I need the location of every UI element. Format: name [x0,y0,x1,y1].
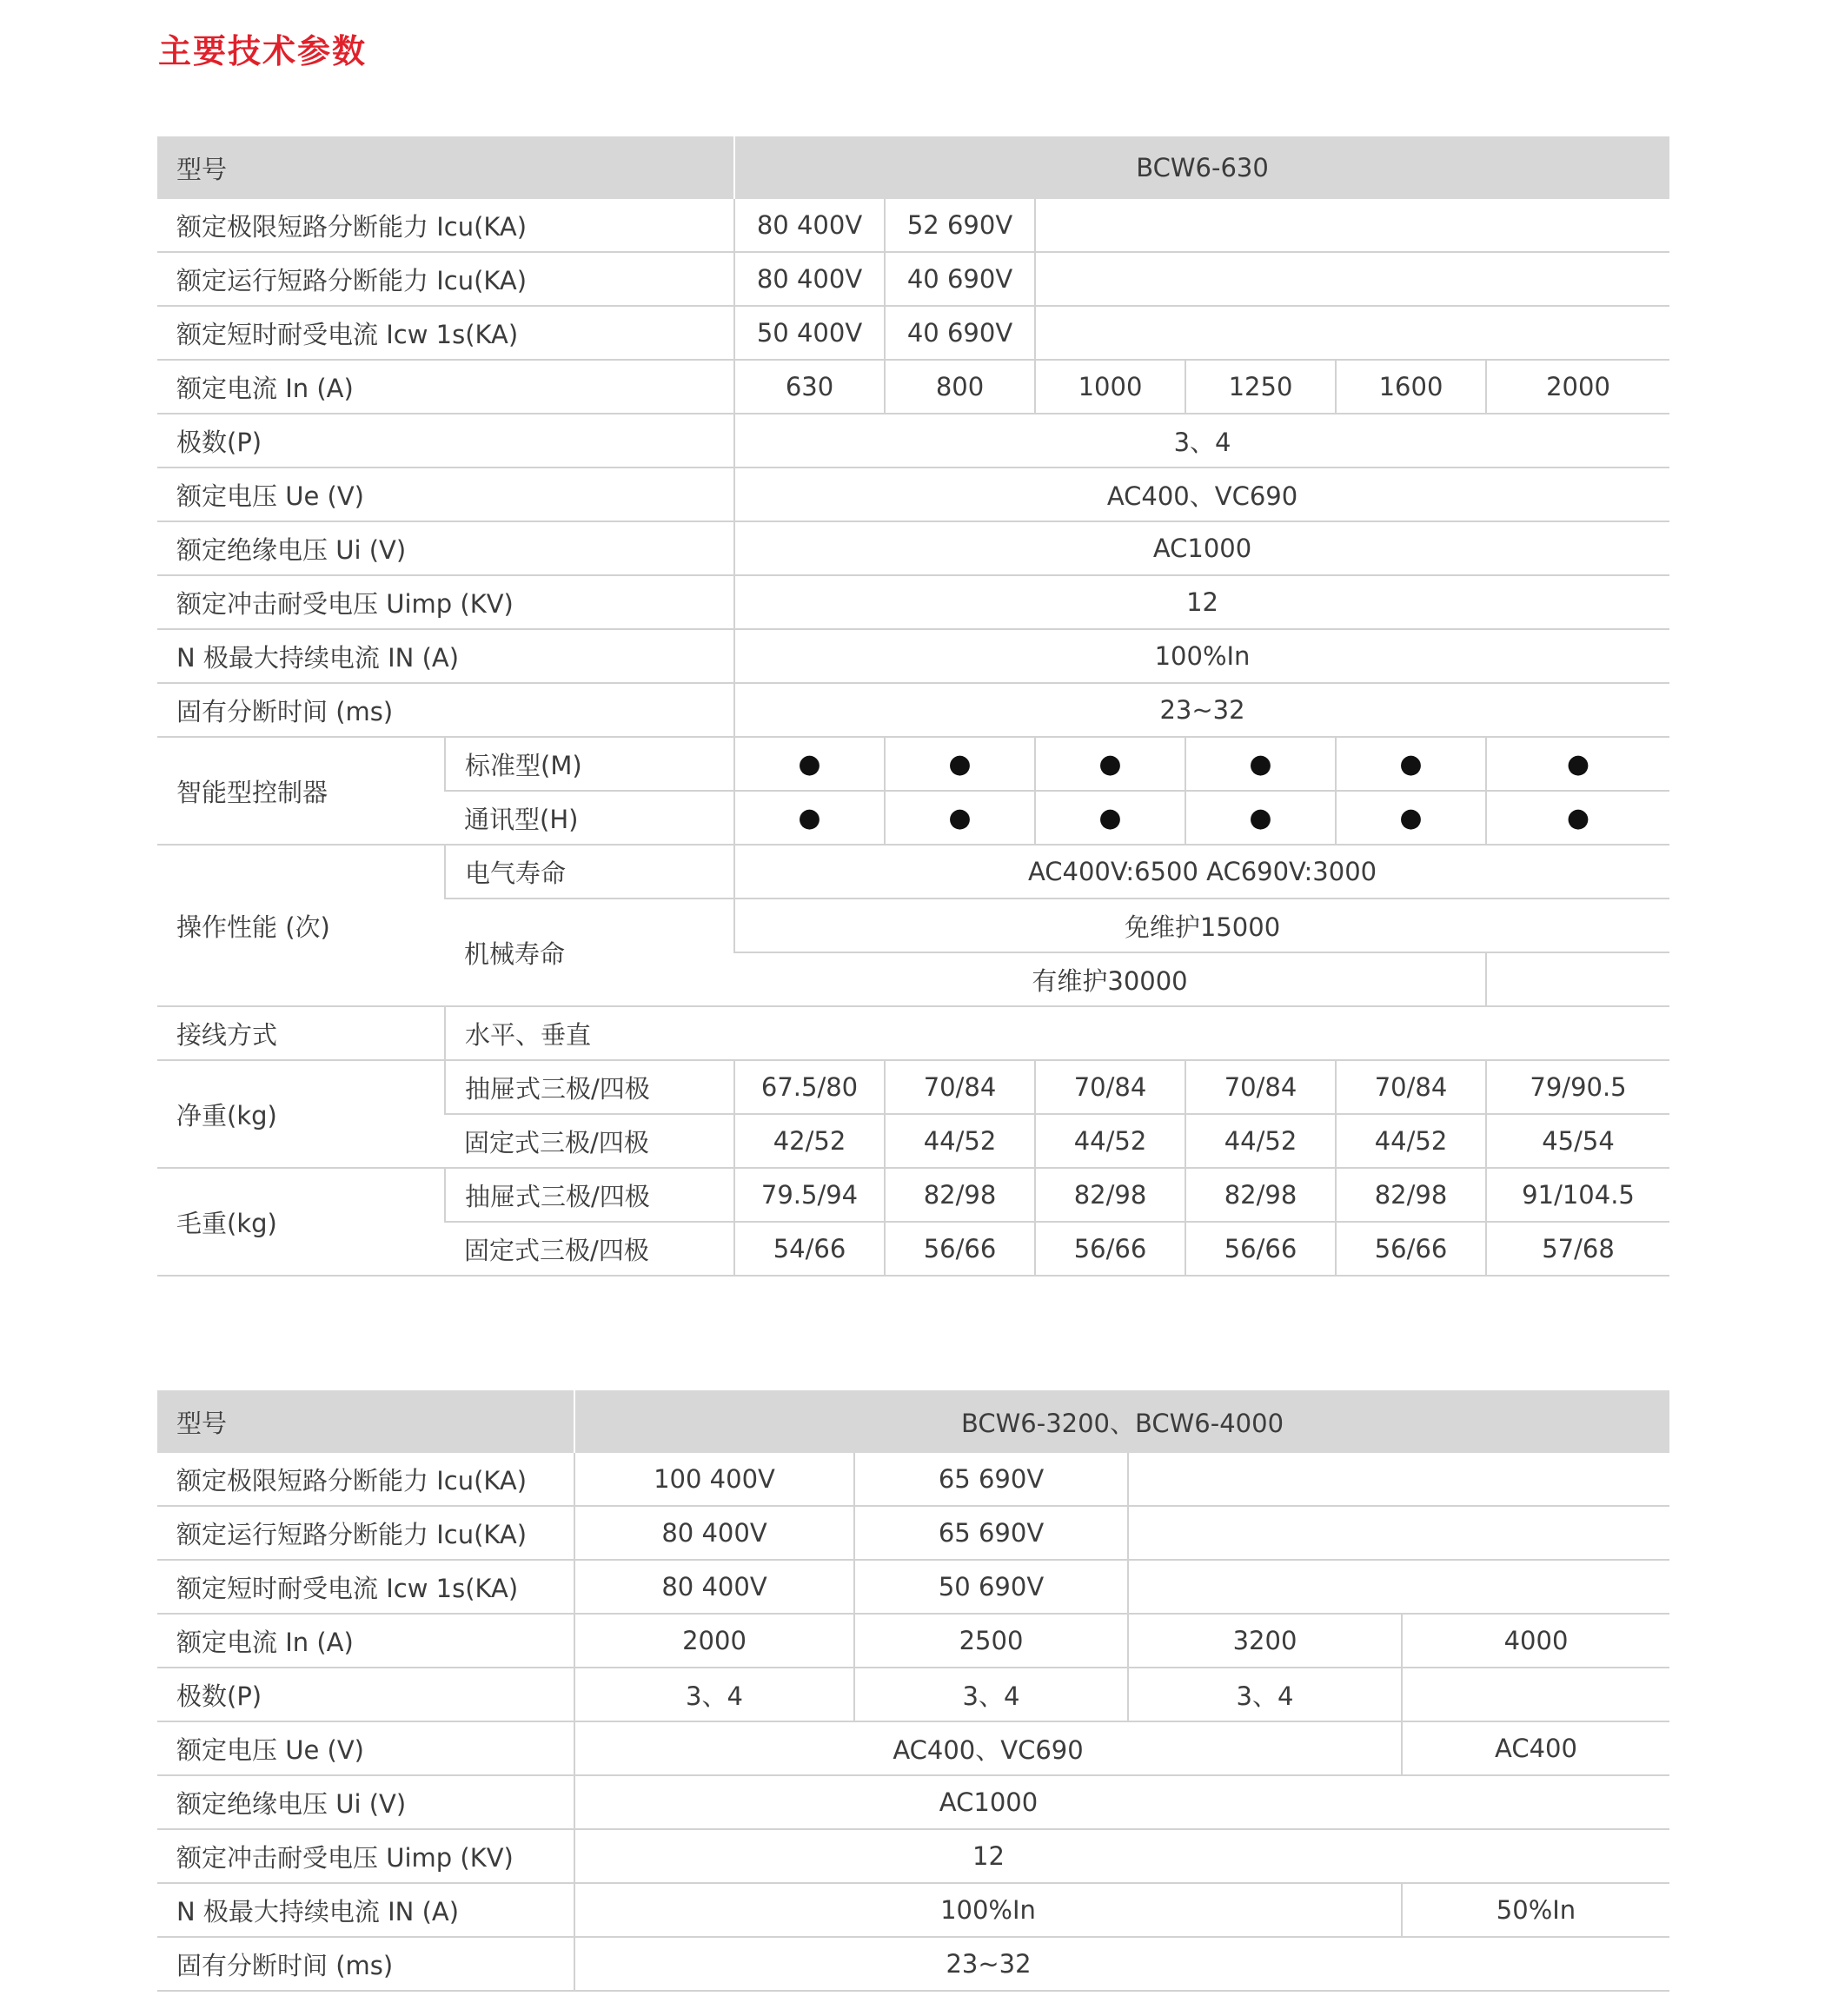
row-label: 极数(P) [157,414,734,468]
bullet-mark: ● [1336,791,1486,845]
cell-empty [1035,199,1669,252]
cell-value: 2000 [574,1614,854,1668]
cell-value: 40 690V [885,252,1035,306]
cell-value: 56/66 [1185,1222,1336,1276]
header-row [157,1390,1669,1453]
cell-empty [1486,952,1669,1006]
table-row [157,1775,1669,1829]
bullet-mark: ● [885,737,1035,791]
cell-value: 100%In [734,629,1669,683]
cell-value: 23~32 [574,1937,1402,1991]
cell-value: 3、4 [734,414,1669,468]
cell-value: 65 690V [854,1453,1128,1506]
table-row [157,1721,1669,1775]
table-row [157,521,1669,575]
cell-value: 45/54 [1486,1114,1669,1168]
cell-value: AC1000 [574,1775,1402,1829]
row-label: 额定短时耐受电流 Icw 1s(KA) [157,1560,574,1614]
row-label: 毛重(kg) [157,1168,445,1276]
cell-value: 4000 [1402,1614,1669,1668]
row-label: 额定冲击耐受电压 Uimp (KV) [157,575,734,629]
bullet-mark: ● [734,737,885,791]
cell-empty [1128,1453,1669,1506]
cell-empty [1402,1937,1669,1991]
spec-table-bcw6-630 [157,136,1669,1277]
row-label: 额定极限短路分断能力 Icu(KA) [157,199,734,252]
table-row [157,629,1669,683]
row-label: 额定绝缘电压 Ui (V) [157,1775,574,1829]
cell-value: 80 400V [734,199,885,252]
row-label: 额定电流 In (A) [157,360,734,414]
model-label: 型号 [157,1390,574,1453]
table-row [157,1883,1669,1937]
table-row [157,575,1669,629]
cell-empty [1128,1560,1669,1614]
sub-label: 机械寿命 [445,899,734,1006]
row-label: 额定电压 Ue (V) [157,1721,574,1775]
sub-label: 标准型(M) [445,737,734,791]
row-label: 额定极限短路分断能力 Icu(KA) [157,1453,574,1506]
cell-value: 800 [885,360,1035,414]
sub-label: 固定式三极/四极 [445,1114,734,1168]
row-label: 额定冲击耐受电压 Uimp (KV) [157,1829,574,1883]
model-value: BCW6-3200、BCW6-4000 [574,1390,1669,1453]
row-label: 固有分断时间 (ms) [157,683,734,737]
cell-value: 3200 [1128,1614,1402,1668]
cell-value: 23~32 [734,683,1669,737]
table-row [157,1560,1669,1614]
cell-value: AC400、VC690 [734,468,1669,521]
cell-value: 2000 [1486,360,1669,414]
table-row [157,1453,1669,1506]
cell-value: 56/66 [1035,1222,1185,1276]
row-label: 额定绝缘电压 Ui (V) [157,521,734,575]
cell-value: 630 [734,360,885,414]
row-label: 额定运行短路分断能力 Icu(KA) [157,252,734,306]
cell-value: 2500 [854,1614,1128,1668]
header-row [157,136,1669,199]
cell-value: 91/104.5 [1486,1168,1669,1222]
cell-value: AC400 [1402,1721,1669,1775]
cell-value: 67.5/80 [734,1060,885,1114]
cell-value: 50 690V [854,1560,1128,1614]
row-label: 额定短时耐受电流 Icw 1s(KA) [157,306,734,360]
cell-value: 80 400V [734,252,885,306]
cell-value: 1000 [1035,360,1185,414]
page-title: 主要技术参数 [158,32,368,70]
row-label: 极数(P) [157,1668,574,1721]
cell-value: 79.5/94 [734,1168,885,1222]
cell-value: AC400V:6500 AC690V:3000 [734,845,1669,899]
spec-table-bcw6-3200-4000 [157,1390,1669,1992]
table-row [157,306,1669,360]
sub-label: 抽屉式三极/四极 [445,1060,734,1114]
table-row [157,1006,1669,1060]
cell-value: 70/84 [1185,1060,1336,1114]
table-row [157,1060,1669,1114]
table-row [157,683,1669,737]
model-value: BCW6-630 [734,136,1669,199]
cell-value: 56/66 [1336,1222,1486,1276]
cell-value: 1250 [1185,360,1336,414]
cell-value: 44/52 [1336,1114,1486,1168]
row-label: 净重(kg) [157,1060,445,1168]
cell-value: 1600 [1336,360,1486,414]
row-label: 接线方式 [157,1006,445,1060]
cell-value: 12 [574,1829,1402,1883]
sub-label: 抽屉式三极/四极 [445,1168,734,1222]
sub-label: 固定式三极/四极 [445,1222,734,1276]
cell-value: 82/98 [1336,1168,1486,1222]
cell-value: 82/98 [1035,1168,1185,1222]
cell-value: 50 400V [734,306,885,360]
bullet-mark: ● [1486,791,1669,845]
table-row [157,1829,1669,1883]
row-label: 固有分断时间 (ms) [157,1937,574,1991]
cell-value: 3、4 [574,1668,854,1721]
cell-value: 50%In [1402,1883,1669,1937]
cell-value: 44/52 [885,1114,1035,1168]
cell-value: 54/66 [734,1222,885,1276]
row-label: 额定运行短路分断能力 Icu(KA) [157,1506,574,1560]
cell-value: 3、4 [1128,1668,1402,1721]
row-label: N 极最大持续电流 IN (A) [157,1883,574,1937]
cell-empty [1035,306,1669,360]
cell-value: 42/52 [734,1114,885,1168]
bullet-mark: ● [1035,737,1185,791]
cell-value: 100 400V [574,1453,854,1506]
cell-value: 3、4 [854,1668,1128,1721]
table-row [157,737,1669,791]
cell-empty [1402,1668,1669,1721]
cell-value: 56/66 [885,1222,1035,1276]
cell-value: AC1000 [734,521,1669,575]
cell-value: 70/84 [1336,1060,1486,1114]
bullet-mark: ● [1185,791,1336,845]
table-row [157,845,1669,899]
row-label: 智能型控制器 [157,737,445,845]
model-label: 型号 [157,136,734,199]
bullet-mark: ● [1035,791,1185,845]
table-row [157,360,1669,414]
cell-value: 80 400V [574,1560,854,1614]
cell-value: 12 [734,575,1669,629]
cell-value: 44/52 [1185,1114,1336,1168]
table-row [157,1937,1669,1991]
bullet-mark: ● [885,791,1035,845]
cell-value: 免维护15000 [734,899,1669,952]
table-row [157,252,1669,306]
cell-value: 80 400V [574,1506,854,1560]
table-row [157,1168,1669,1222]
row-label: 操作性能 (次) [157,845,445,1006]
cell-empty [1035,252,1669,306]
cell-empty [1402,1775,1669,1829]
cell-value: 44/52 [1035,1114,1185,1168]
sub-label: 通讯型(H) [445,791,734,845]
table-row [157,414,1669,468]
row-label: 额定电压 Ue (V) [157,468,734,521]
bullet-mark: ● [1185,737,1336,791]
table-row [157,1668,1669,1721]
sub-label: 电气寿命 [445,845,734,899]
cell-value: 100%In [574,1883,1402,1937]
cell-value: 40 690V [885,306,1035,360]
cell-value: 82/98 [1185,1168,1336,1222]
cell-value: 水平、垂直 [445,1006,1669,1060]
table-row [157,1614,1669,1668]
cell-value: 70/84 [1035,1060,1185,1114]
cell-value: 52 690V [885,199,1035,252]
table-row [157,1506,1669,1560]
cell-value: 82/98 [885,1168,1035,1222]
cell-value: 65 690V [854,1506,1128,1560]
row-label: N 极最大持续电流 IN (A) [157,629,734,683]
bullet-mark: ● [734,791,885,845]
row-label: 额定电流 In (A) [157,1614,574,1668]
bullet-mark: ● [1486,737,1669,791]
bullet-mark: ● [1336,737,1486,791]
cell-value: 57/68 [1486,1222,1669,1276]
cell-value: 79/90.5 [1486,1060,1669,1114]
table-row [157,199,1669,252]
cell-empty [1402,1829,1669,1883]
cell-value: 70/84 [885,1060,1035,1114]
cell-value: 有维护30000 [734,952,1486,1006]
table-row [157,468,1669,521]
cell-empty [1128,1506,1669,1560]
cell-value: AC400、VC690 [574,1721,1402,1775]
